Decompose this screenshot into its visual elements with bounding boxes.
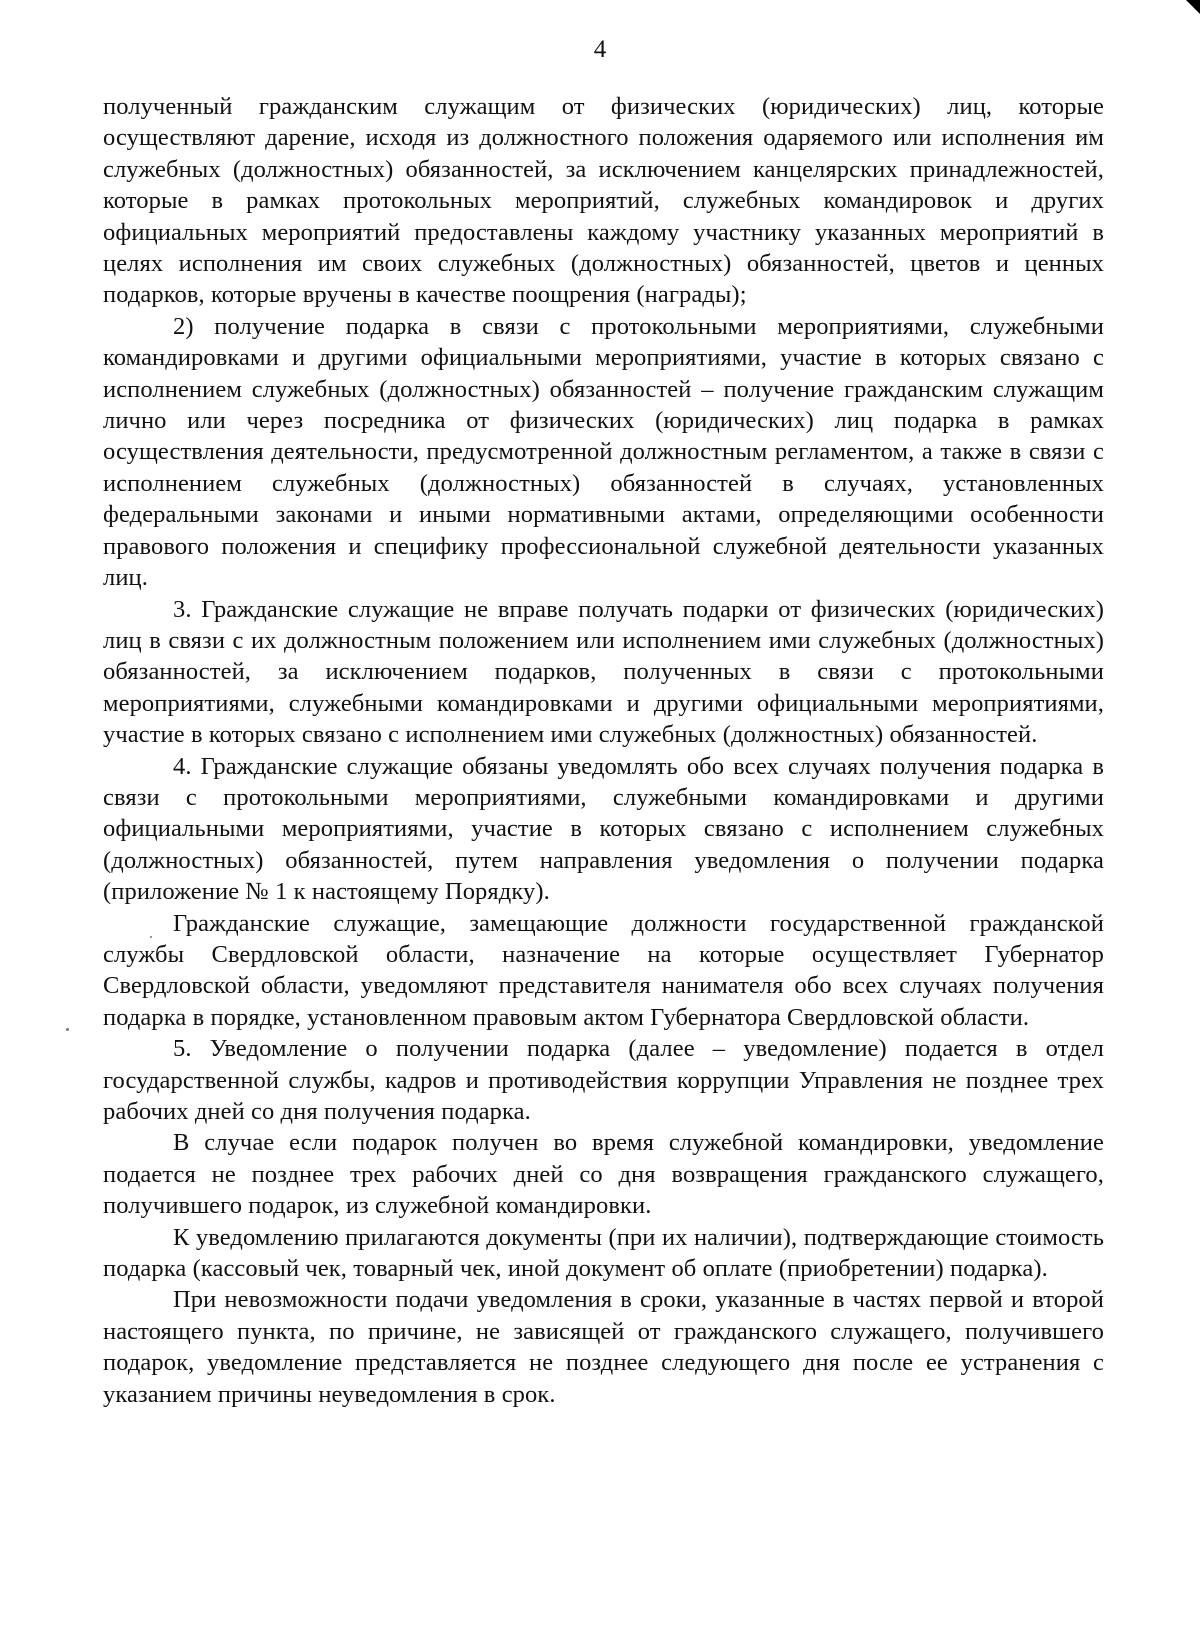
paragraph-governor-notice: Гражданские служащие, замещающие должности государственной гражданской службы Свердловской области, назначение на которые осуществляет Губернатор Свердловской области, уведомляют представителя нанимателя обо всех случаях получения подарка в порядке, установленном правовым актом Губернатора Свердловской области. — [103, 909, 1104, 1031]
scan-speck — [66, 1028, 69, 1031]
paragraph-business-trip: В случае если подарок получен во время служебной командировки, уведомление подается не позднее трех рабочих дней со дня возвращения гражданского служащего, получившего подарок, из служебной командировки. — [103, 1129, 1104, 1220]
page-number: 4 — [593, 36, 607, 63]
paragraph-point-3: 3. Гражданские служащие не вправе получать подарки от физических (юридических) лиц в связи с их должностным положением или исполнением ими служебных (должностных) обязанностей, за исключением подарков, полученных в связи с протокольными мероприятиями, служебными командировками и другими официальными мероприятиями, участие в которых связано с исполнением ими служебных (должностных) обязанностей. — [103, 595, 1104, 749]
paragraph-point-5: 5. Уведомление о получении подарка (далее – уведомление) подается в отдел государственной службы, кадров и противодействия коррупции Управления не позднее трех рабочих дней со дня получения подарка. — [103, 1035, 1104, 1125]
paragraph-point-4: 4. Гражданские служащие обязаны уведомлять обо всех случаях получения подарка в связи с протокольными мероприятиями, служебными командировками и другими официальными мероприятиями, участие в которых связано с исполнением служебных (должностных) обязанностей, путем направления уведомления о получении подарка (приложение № 1 к настоящему Порядку). — [103, 752, 1104, 906]
paragraph-late-notice: При невозможности подачи уведомления в сроки, указанные в частях первой и второй настоящего пункта, по причине, не зависящей от гражданского служащего, получившего подарок, уведомление представляется не позднее следующего дня после ее устранения с указанием причины неуведомления в срок. — [103, 1286, 1104, 1408]
paragraph-item-2: 2) получение подарка в связи с протокольными мероприятиями, служебными командировками и другими официальными мероприятиями, участие в которых связано с исполнением служебных (должностных) обязанностей – получение гражданским служащим лично или через посредника от физических (юридических) лиц подарка в рамках осуществления деятельности, предусмотренной должностным регламентом, а также в связи с исполнением служебных (должностных) обязанностей в случаях, установленных федеральными законами и иными нормативными актами, определяющими особенности правового положения и специфику профессиональной служебной деятельности указанных лиц. — [103, 312, 1104, 592]
scan-corner-mark — [1186, 0, 1200, 14]
paragraph-attachments: К уведомлению прилагаются документы (при их наличии), подтверждающие стоимость подарка (кассовый чек, товарный чек, иной документ об оплате (приобретении) подарка). — [103, 1223, 1104, 1283]
paragraph-continuation: полученный гражданским служащим от физических (юридических) лиц, которые осуществляют дарение, исходя из должностного положения одаряемого или исполнения им служебных (должностных) обязанностей, за исключением канцелярских принадлежностей, которые в рамках протокольных мероприятий, служебных командировок и других официальных мероприятий предоставлены каждому участнику указанных мероприятий в целях исполнения им своих служебных (должностных) обязанностей, цветов и ценных подарков, которые вручены в качестве поощрения (награды); — [103, 93, 1104, 309]
document-body — [103, 91, 1104, 1410]
